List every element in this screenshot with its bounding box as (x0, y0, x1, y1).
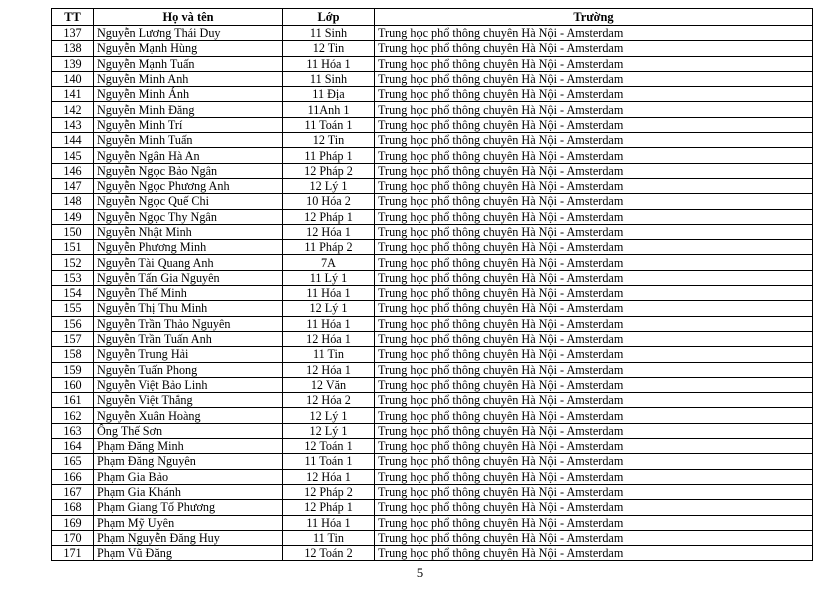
header-row (52, 9, 813, 26)
cell-name: Nguyễn Minh Anh (94, 71, 283, 86)
table-row (52, 240, 813, 255)
cell-tt: 156 (52, 316, 94, 331)
table-row (52, 408, 813, 423)
table-row (52, 316, 813, 331)
cell-name: Phạm Gia Khánh (94, 484, 283, 499)
cell-name: Nguyễn Trần Thảo Nguyên (94, 316, 283, 331)
cell-tt: 153 (52, 270, 94, 285)
cell-school: Trung học phổ thông chuyên Hà Nội - Amsterdam (375, 209, 813, 224)
table-row (52, 362, 813, 377)
cell-tt: 149 (52, 209, 94, 224)
cell-tt: 143 (52, 117, 94, 132)
table-row (52, 148, 813, 163)
cell-class: 11 Pháp 1 (283, 148, 375, 163)
cell-school: Trung học phổ thông chuyên Hà Nội - Amsterdam (375, 224, 813, 239)
cell-class: 12 Pháp 1 (283, 500, 375, 515)
cell-class: 11 Pháp 2 (283, 240, 375, 255)
cell-class: 10 Hóa 2 (283, 194, 375, 209)
cell-name: Nguyễn Minh Tuấn (94, 133, 283, 148)
cell-tt: 170 (52, 530, 94, 545)
cell-class: 11 Hóa 1 (283, 56, 375, 71)
cell-name: Nguyễn Trần Tuấn Anh (94, 331, 283, 346)
cell-class: 12 Hóa 1 (283, 469, 375, 484)
cell-tt: 166 (52, 469, 94, 484)
cell-tt: 158 (52, 347, 94, 362)
cell-class: 12 Toán 2 (283, 546, 375, 561)
table-row (52, 546, 813, 561)
cell-name: Phạm Đăng Nguyên (94, 454, 283, 469)
cell-school: Trung học phổ thông chuyên Hà Nội - Amsterdam (375, 301, 813, 316)
table-row (52, 393, 813, 408)
table-row (52, 377, 813, 392)
cell-class: 12 Hóa 1 (283, 362, 375, 377)
cell-school: Trung học phổ thông chuyên Hà Nội - Amsterdam (375, 546, 813, 561)
cell-school: Trung học phổ thông chuyên Hà Nội - Amsterdam (375, 270, 813, 285)
cell-tt: 147 (52, 178, 94, 193)
cell-tt: 167 (52, 484, 94, 499)
table-row (52, 255, 813, 270)
header-tt: TT (52, 9, 94, 26)
table-row (52, 423, 813, 438)
cell-school: Trung học phổ thông chuyên Hà Nội - Amsterdam (375, 71, 813, 86)
cell-class: 12 Hóa 1 (283, 224, 375, 239)
table-row (52, 484, 813, 499)
cell-school: Trung học phổ thông chuyên Hà Nội - Amsterdam (375, 423, 813, 438)
cell-school: Trung học phổ thông chuyên Hà Nội - Amsterdam (375, 194, 813, 209)
cell-class: 11 Lý 1 (283, 270, 375, 285)
cell-class: 12 Pháp 1 (283, 209, 375, 224)
cell-school: Trung học phổ thông chuyên Hà Nội - Amsterdam (375, 347, 813, 362)
cell-tt: 137 (52, 26, 94, 41)
cell-tt: 144 (52, 133, 94, 148)
cell-tt: 155 (52, 301, 94, 316)
cell-name: Nguyễn Nhật Minh (94, 224, 283, 239)
cell-class: 11Anh 1 (283, 102, 375, 117)
cell-name: Phạm Mỹ Uyên (94, 515, 283, 530)
cell-school: Trung học phổ thông chuyên Hà Nội - Amsterdam (375, 362, 813, 377)
cell-tt: 139 (52, 56, 94, 71)
student-table (51, 8, 813, 561)
header-class: Lớp (283, 9, 375, 26)
cell-school: Trung học phổ thông chuyên Hà Nội - Amsterdam (375, 133, 813, 148)
cell-name: Nguyễn Tài Quang Anh (94, 255, 283, 270)
table-row (52, 56, 813, 71)
cell-tt: 138 (52, 41, 94, 56)
cell-school: Trung học phổ thông chuyên Hà Nội - Amsterdam (375, 102, 813, 117)
table-row (52, 133, 813, 148)
table-row (52, 41, 813, 56)
cell-class: 11 Tin (283, 347, 375, 362)
cell-class: 11 Sinh (283, 71, 375, 86)
table-row (52, 500, 813, 515)
table-row (52, 87, 813, 102)
cell-name: Nguyễn Ngọc Quế Chi (94, 194, 283, 209)
cell-school: Trung học phổ thông chuyên Hà Nội - Amsterdam (375, 56, 813, 71)
cell-school: Trung học phổ thông chuyên Hà Nội - Amsterdam (375, 163, 813, 178)
cell-school: Trung học phổ thông chuyên Hà Nội - Amsterdam (375, 316, 813, 331)
cell-school: Trung học phổ thông chuyên Hà Nội - Amsterdam (375, 439, 813, 454)
table-row (52, 469, 813, 484)
cell-name: Nguyễn Xuân Hoàng (94, 408, 283, 423)
cell-school: Trung học phổ thông chuyên Hà Nội - Amsterdam (375, 26, 813, 41)
cell-name: Nguyễn Trung Hải (94, 347, 283, 362)
cell-class: 7A (283, 255, 375, 270)
cell-tt: 169 (52, 515, 94, 530)
cell-class: 12 Văn (283, 377, 375, 392)
cell-name: Phạm Gia Bảo (94, 469, 283, 484)
cell-name: Ông Thế Sơn (94, 423, 283, 438)
cell-tt: 151 (52, 240, 94, 255)
cell-class: 12 Lý 1 (283, 178, 375, 193)
cell-school: Trung học phổ thông chuyên Hà Nội - Amsterdam (375, 454, 813, 469)
cell-class: 12 Lý 1 (283, 301, 375, 316)
table-row (52, 331, 813, 346)
table-row (52, 439, 813, 454)
cell-school: Trung học phổ thông chuyên Hà Nội - Amsterdam (375, 87, 813, 102)
cell-class: 12 Tin (283, 41, 375, 56)
cell-name: Nguyễn Mạnh Hùng (94, 41, 283, 56)
table-row (52, 26, 813, 41)
cell-class: 12 Hóa 2 (283, 393, 375, 408)
cell-class: 12 Tin (283, 133, 375, 148)
table-row (52, 117, 813, 132)
cell-tt: 163 (52, 423, 94, 438)
cell-name: Nguyễn Phương Minh (94, 240, 283, 255)
cell-name: Phạm Đăng Minh (94, 439, 283, 454)
cell-name: Nguyễn Lương Thái Duy (94, 26, 283, 41)
cell-class: 12 Pháp 2 (283, 484, 375, 499)
cell-tt: 154 (52, 286, 94, 301)
table-row (52, 347, 813, 362)
cell-school: Trung học phổ thông chuyên Hà Nội - Amsterdam (375, 240, 813, 255)
cell-tt: 142 (52, 102, 94, 117)
cell-name: Nguyễn Mạnh Tuấn (94, 56, 283, 71)
cell-tt: 150 (52, 224, 94, 239)
table-row (52, 71, 813, 86)
cell-tt: 157 (52, 331, 94, 346)
cell-class: 11 Địa (283, 87, 375, 102)
cell-tt: 146 (52, 163, 94, 178)
table-row (52, 286, 813, 301)
cell-school: Trung học phổ thông chuyên Hà Nội - Amsterdam (375, 408, 813, 423)
table-row (52, 530, 813, 545)
cell-name: Nguyễn Minh Ánh (94, 87, 283, 102)
cell-class: 11 Toán 1 (283, 454, 375, 469)
cell-name: Nguyễn Ngọc Phương Anh (94, 178, 283, 193)
cell-tt: 140 (52, 71, 94, 86)
cell-class: 11 Hóa 1 (283, 515, 375, 530)
cell-tt: 145 (52, 148, 94, 163)
cell-name: Nguyễn Minh Trí (94, 117, 283, 132)
cell-school: Trung học phổ thông chuyên Hà Nội - Amsterdam (375, 484, 813, 499)
cell-class: 12 Lý 1 (283, 408, 375, 423)
table-row (52, 178, 813, 193)
cell-school: Trung học phổ thông chuyên Hà Nội - Amsterdam (375, 117, 813, 132)
cell-school: Trung học phổ thông chuyên Hà Nội - Amsterdam (375, 515, 813, 530)
cell-tt: 162 (52, 408, 94, 423)
table-row (52, 515, 813, 530)
cell-tt: 165 (52, 454, 94, 469)
cell-school: Trung học phổ thông chuyên Hà Nội - Amsterdam (375, 178, 813, 193)
cell-class: 11 Toán 1 (283, 117, 375, 132)
cell-tt: 152 (52, 255, 94, 270)
cell-school: Trung học phổ thông chuyên Hà Nội - Amsterdam (375, 331, 813, 346)
cell-class: 12 Toán 1 (283, 439, 375, 454)
cell-name: Nguyễn Tấn Gia Nguyên (94, 270, 283, 285)
table-row (52, 194, 813, 209)
cell-school: Trung học phổ thông chuyên Hà Nội - Amsterdam (375, 530, 813, 545)
table-row (52, 209, 813, 224)
cell-name: Nguyễn Việt Bảo Linh (94, 377, 283, 392)
table-header (52, 9, 813, 26)
cell-name: Nguyễn Ngọc Thy Ngân (94, 209, 283, 224)
table-body (52, 26, 813, 561)
page-number: 5 (416, 566, 424, 580)
table-row (52, 102, 813, 117)
cell-class: 11 Hóa 1 (283, 316, 375, 331)
cell-tt: 168 (52, 500, 94, 515)
cell-name: Nguyễn Tuấn Phong (94, 362, 283, 377)
header-name: Họ và tên (94, 9, 283, 26)
cell-school: Trung học phổ thông chuyên Hà Nội - Amsterdam (375, 148, 813, 163)
header-school: Trường (375, 9, 813, 26)
cell-class: 12 Hóa 1 (283, 331, 375, 346)
cell-tt: 164 (52, 439, 94, 454)
cell-name: Phạm Vũ Đăng (94, 546, 283, 561)
cell-tt: 148 (52, 194, 94, 209)
cell-tt: 161 (52, 393, 94, 408)
cell-name: Phạm Nguyễn Đăng Huy (94, 530, 283, 545)
cell-school: Trung học phổ thông chuyên Hà Nội - Amsterdam (375, 393, 813, 408)
cell-school: Trung học phổ thông chuyên Hà Nội - Amsterdam (375, 500, 813, 515)
cell-tt: 159 (52, 362, 94, 377)
cell-tt: 171 (52, 546, 94, 561)
cell-name: Nguyễn Việt Thắng (94, 393, 283, 408)
table-row (52, 163, 813, 178)
cell-class: 11 Hóa 1 (283, 286, 375, 301)
table-row (52, 224, 813, 239)
cell-class: 12 Lý 1 (283, 423, 375, 438)
cell-name: Nguyễn Minh Đăng (94, 102, 283, 117)
cell-school: Trung học phổ thông chuyên Hà Nội - Amsterdam (375, 377, 813, 392)
cell-class: 11 Tin (283, 530, 375, 545)
cell-school: Trung học phổ thông chuyên Hà Nội - Amsterdam (375, 41, 813, 56)
cell-school: Trung học phổ thông chuyên Hà Nội - Amsterdam (375, 286, 813, 301)
cell-school: Trung học phổ thông chuyên Hà Nội - Amsterdam (375, 255, 813, 270)
table-row (52, 454, 813, 469)
cell-name: Nguyễn Ngân Hà An (94, 148, 283, 163)
cell-name: Nguyễn Ngọc Bảo Ngân (94, 163, 283, 178)
cell-name: Nguyễn Thị Thu Minh (94, 301, 283, 316)
cell-name: Nguyễn Thế Minh (94, 286, 283, 301)
table-row (52, 270, 813, 285)
cell-tt: 160 (52, 377, 94, 392)
cell-class: 11 Sinh (283, 26, 375, 41)
cell-school: Trung học phổ thông chuyên Hà Nội - Amsterdam (375, 469, 813, 484)
cell-class: 12 Pháp 2 (283, 163, 375, 178)
table-row (52, 301, 813, 316)
cell-name: Phạm Giang Tố Phương (94, 500, 283, 515)
cell-tt: 141 (52, 87, 94, 102)
